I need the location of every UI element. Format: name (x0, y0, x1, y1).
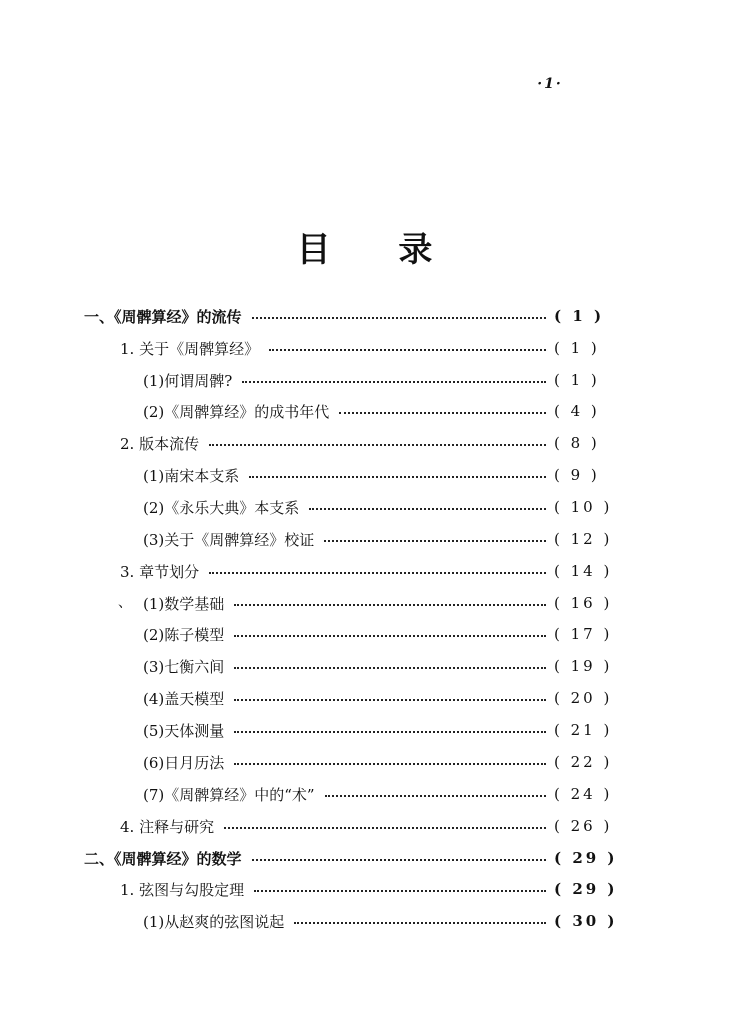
dot-leader (254, 890, 546, 892)
dot-leader (324, 540, 546, 542)
toc-entry-chapter-1[interactable] (84, 301, 606, 331)
dot-leader (234, 763, 546, 765)
dot-leader (269, 349, 546, 351)
toc-entry-label: 1. 弦图与勾股定理 (120, 880, 245, 899)
toc-entry-page: ( 14 ) (554, 562, 613, 580)
toc-entry-label: 1. 关于《周髀算经》 (120, 339, 260, 358)
toc-entry-page: ( 4 ) (554, 402, 600, 420)
toc-entry-label: (2)《周髀算经》的成书年代 (143, 402, 330, 421)
toc-entry-page: ( 1 ) (554, 371, 600, 389)
toc-entry-label: (6)日月历法 (143, 753, 225, 772)
dot-leader (252, 859, 546, 861)
toc-entry-label: 二、《周髀算经》的数学 (84, 849, 242, 868)
dot-leader (242, 381, 546, 383)
toc-entry-label: (1)何谓周髀? (143, 371, 233, 390)
toc-entry-page: ( 17 ) (554, 625, 613, 643)
dot-leader (224, 827, 546, 829)
toc-entry-page: ( 9 ) (554, 466, 600, 484)
toc-entry-label: (5)天体测量 (143, 721, 225, 740)
toc-entry-page: ( 12 ) (554, 530, 613, 548)
dot-leader (252, 317, 546, 319)
toc-entry-subsection[interactable] (143, 365, 606, 395)
page-number: ·1· (537, 76, 563, 92)
dot-leader (339, 412, 546, 414)
toc-entry-label: (3)关于《周髀算经》校证 (143, 530, 315, 549)
dot-leader (249, 476, 546, 478)
dot-leader (309, 508, 546, 510)
toc-entry-page: ( 8 ) (554, 434, 600, 452)
dot-leader (234, 731, 546, 733)
toc-entry-label: 4. 注释与研究 (120, 817, 215, 836)
toc-entry-page: ( 10 ) (554, 498, 613, 516)
toc-entry-subsection[interactable] (143, 651, 613, 681)
dot-leader (234, 635, 546, 637)
toc-entry-subsection[interactable] (143, 619, 613, 649)
dot-leader (209, 444, 546, 446)
toc-entry-page: ( 16 ) (554, 594, 613, 612)
toc-entry-page: ( 19 ) (554, 657, 613, 675)
dot-leader (325, 795, 546, 797)
toc-entry-section[interactable] (120, 874, 618, 904)
dot-leader (234, 699, 546, 701)
toc-entry-section[interactable] (120, 556, 613, 586)
toc-entry-page: ( 24 ) (554, 785, 613, 803)
toc-entry-label: (2)陈子模型 (143, 625, 225, 644)
toc-entry-label: 3. 章节划分 (120, 562, 200, 581)
toc-entry-label: (1)南宋本支系 (143, 466, 240, 485)
toc-entry-chapter-2[interactable] (84, 843, 618, 873)
toc-entry-section[interactable] (120, 428, 606, 458)
toc-entry-section[interactable] (120, 811, 613, 841)
toc-entry-label: (4)盖天模型 (143, 689, 225, 708)
stray-punctuation-mark: 、 (118, 595, 132, 611)
toc-entry-label: 一、《周髀算经》的流传 (84, 307, 242, 326)
toc-entry-subsection[interactable] (143, 779, 613, 809)
toc-entry-subsection[interactable] (143, 906, 618, 936)
toc-entry-page: ( 29 ) (554, 849, 618, 867)
toc-entry-subsection[interactable] (143, 715, 613, 745)
toc-entry-subsection[interactable] (143, 683, 613, 713)
dot-leader (234, 604, 546, 606)
toc-entry-label: 2. 版本流传 (120, 434, 200, 453)
toc-entry-subsection[interactable] (143, 492, 613, 522)
toc-entry-subsection[interactable] (143, 747, 613, 777)
toc-entry-page: ( 29 ) (554, 880, 618, 898)
toc-entry-label: (7)《周髀算经》中的“术” (143, 785, 315, 804)
toc-entry-page: ( 20 ) (554, 689, 613, 707)
toc-entry-label: (3)七衡六间 (143, 657, 225, 676)
toc-entry-page: ( 30 ) (554, 912, 618, 930)
toc-entry-label: (1)从赵爽的弦图说起 (143, 912, 285, 931)
page-title: 目 录 (296, 230, 461, 270)
dot-leader (294, 922, 546, 924)
dot-leader (234, 667, 546, 669)
toc-entry-page: ( 22 ) (554, 753, 613, 771)
toc-entry-subsection[interactable] (143, 460, 606, 490)
toc-entry-page: ( 1 ) (554, 307, 605, 325)
toc-entry-page: ( 26 ) (554, 817, 613, 835)
toc-entry-page: ( 1 ) (554, 339, 600, 357)
toc-entry-page: ( 21 ) (554, 721, 613, 739)
toc-entry-subsection[interactable] (143, 396, 606, 426)
dot-leader (209, 572, 546, 574)
toc-entry-subsection[interactable] (143, 588, 613, 618)
toc-entry-label: (1)数学基础 (143, 594, 225, 613)
toc-entry-label: (2)《永乐大典》本支系 (143, 498, 300, 517)
toc-entry-subsection[interactable] (143, 524, 613, 554)
toc-entry-section[interactable] (120, 333, 606, 363)
